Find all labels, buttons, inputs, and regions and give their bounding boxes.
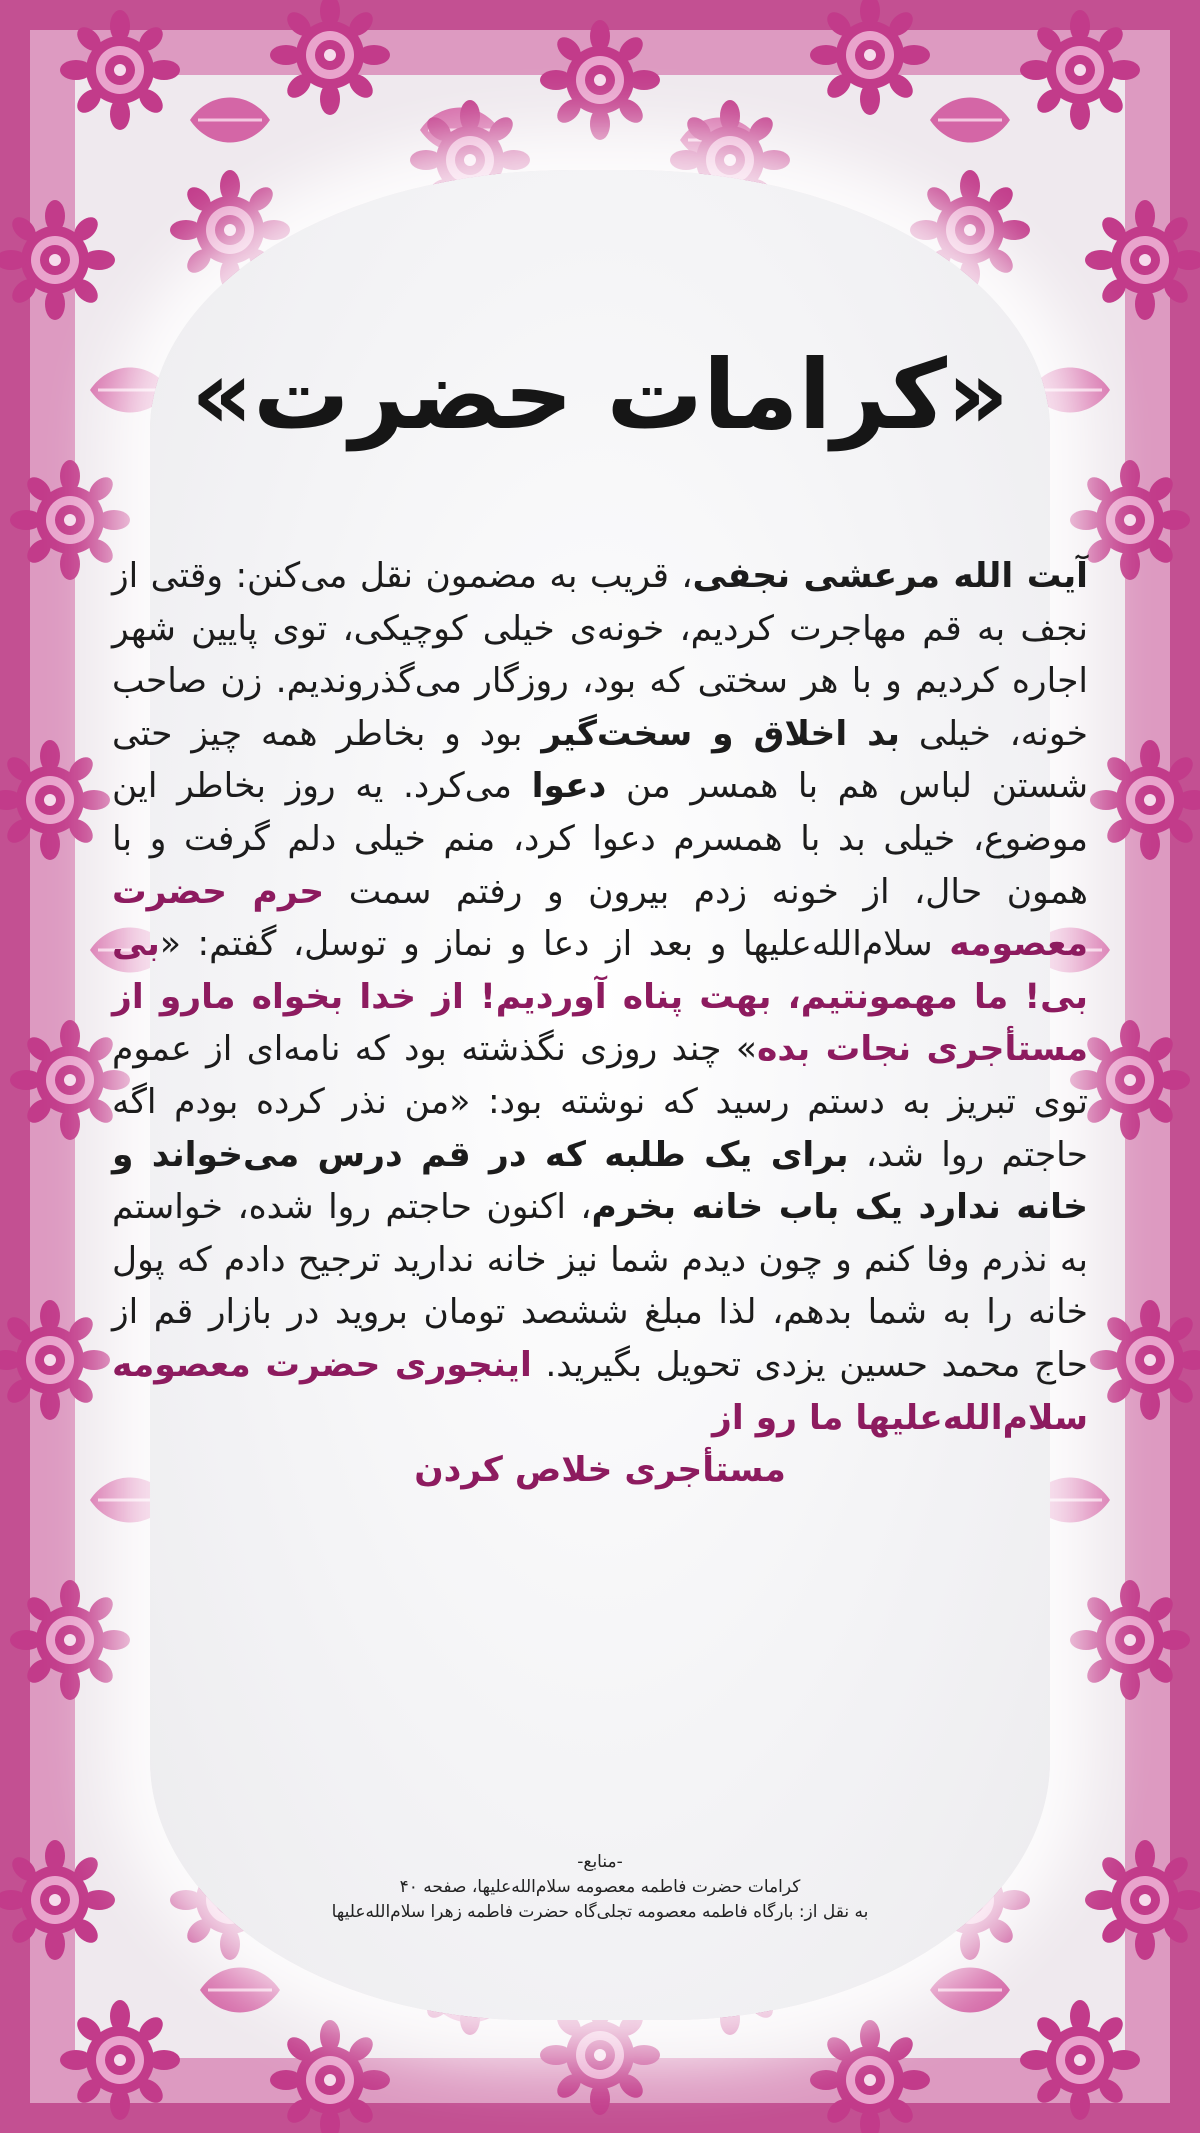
story-segment: بود و بخاطر همه چیز حتی شستن لباس هم با همسر من: [112, 713, 1089, 807]
highlight-quote: بی بی! ما مهمونتیم، بهت پناه آوردیم! از خدا بخواه مارو از مستأجری نجات بده: [112, 924, 1088, 1070]
narrator-name: آیت الله مرعشی نجفی: [692, 556, 1088, 596]
emphasis-text: بد اخلاق و سخت‌گیر: [541, 713, 900, 754]
story-segment: ، اکنون حاجتم روا شده، خواستم به نذرم وفا کنم و چون دیدم شما نیز خانه ندارید ترجیح دادم که پول خانه را به شما بدهم، لذا مبلغ ششصد تومان بروید در بازار قم از حاج محمد حسین یزدی تحویل بگیرید.: [112, 1187, 1088, 1385]
highlight-text: اینجوری حضرت معصومه سلام‌الله‌علیها ما رو از: [112, 1344, 1088, 1438]
highlight-closing: مستأجری خلاص کردن: [414, 1450, 786, 1491]
highlight-text: حرم حضرت معصومه: [112, 871, 1088, 965]
page-title: «کرامات حضرت»: [191, 339, 1009, 451]
emphasis-text: برای یک طلبه که در قم درس می‌خواند و خانه ندارد یک باب خانه بخرم: [112, 1134, 1088, 1228]
story-segment: » چند روزی نگذشته بود که نامه‌ای از عموم توی تبریز به دستم رسید که نوشته بود: «من نذر کرده بودم اگه حاجتم روا شد،: [112, 1029, 1089, 1175]
story-segment: ، قریب به مضمون نقل می‌کنن: وقتی از نجف به قم مهاجرت کردیم، خونه‌ی خیلی کوچیکی، توی پایین شهر اجاره کردیم و با هر سختی که بود، روزگار می‌گذروندیم. زن صاحب خونه، خیلی: [112, 556, 1088, 754]
source-line: کرامات حضرت فاطمه معصومه سلام‌الله‌علیها، صفحه ۴۰: [399, 1877, 801, 1897]
source-line: به نقل از: بارگاه فاطمه معصومه تجلی‌گاه حضرت فاطمه زهرا سلام‌الله‌علیها: [331, 1902, 869, 1922]
story-text: [112, 550, 1088, 1497]
story-segment: می‌کرد. یه روز بخاطر این موضوع، خیلی بد با همسرم دعوا کرد، منم خیلی دلم گرفت و با همون حال، از خونه زدم بیرون و رفتم سمت: [112, 766, 1088, 912]
sources-block: [200, 1850, 1000, 1925]
emphasis-text: دعوا: [531, 766, 607, 807]
story-segment: سلام‌الله‌علیها و بعد از دعا و نماز و توسل، گفتم: «: [159, 924, 950, 965]
sources-heading: -منابع-: [577, 1852, 623, 1872]
